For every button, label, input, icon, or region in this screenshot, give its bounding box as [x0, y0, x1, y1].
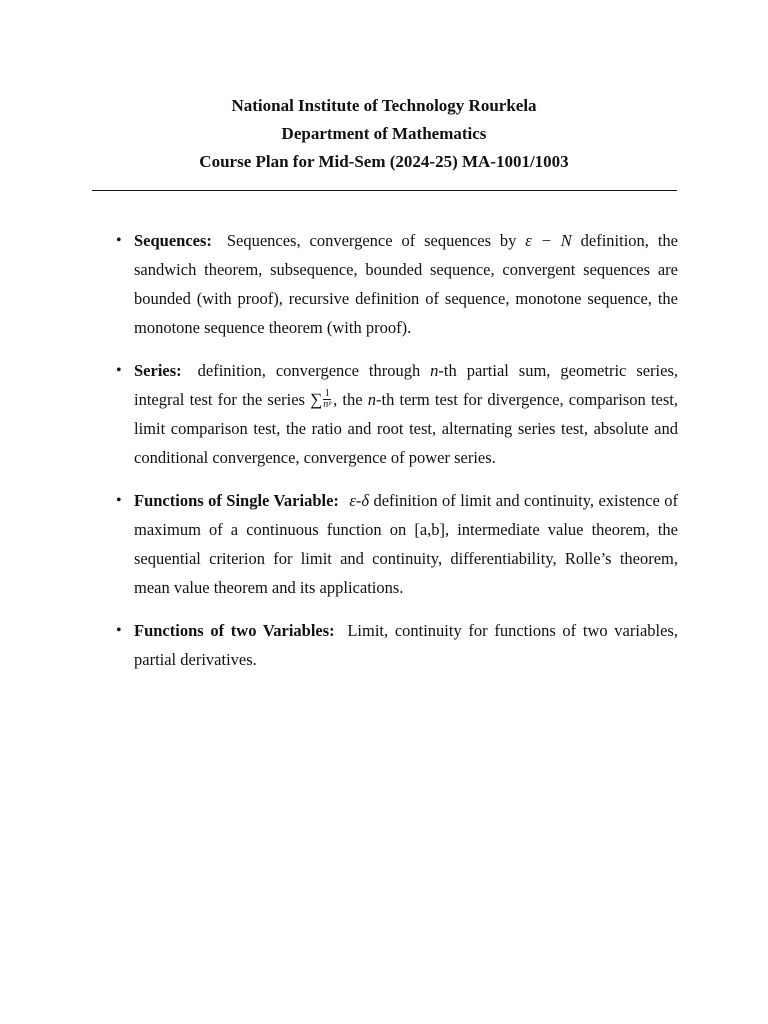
department-name: Department of Mathematics	[281, 124, 487, 143]
math-expression: n	[430, 361, 439, 380]
topic-item-sequences	[114, 226, 678, 342]
topic-text: , the	[333, 390, 368, 409]
fraction	[323, 389, 331, 410]
topic-list	[114, 226, 678, 688]
bullet-icon: •	[116, 622, 122, 639]
topic-item-series	[114, 356, 678, 472]
topic-text: Limit, continuity for functions of two variables, partial derivatives.	[134, 621, 678, 669]
topic-text: -th term test for divergence, comparison test, limit comparison test, the ratio and root test, alternating series test, absolute and conditional convergence, convergence of power series.	[134, 390, 678, 467]
math-expression: ε − N	[525, 231, 572, 250]
header-divider	[92, 190, 677, 191]
topic-item-two-variables	[114, 616, 678, 674]
topic-title: Functions of two Variables:	[134, 621, 335, 640]
institute-name: National Institute of Technology Rourkela	[231, 96, 537, 115]
topic-title: Sequences:	[134, 231, 212, 250]
course-plan-title: Course Plan for Mid-Sem (2024-25) MA-1001/1003	[199, 152, 569, 171]
topic-text: Sequences, convergence of sequences by	[226, 231, 526, 250]
topic-text: definition, convergence through	[197, 361, 431, 380]
topic-text: definition, the sandwich theorem, subsequence, bounded sequence, convergent sequences are bounded (with proof), recursive definition of sequence, monotone sequence, the monotone sequence theorem (with proof).	[134, 231, 678, 337]
bullet-icon: •	[116, 362, 122, 379]
math-expression: n	[367, 390, 376, 409]
document-header	[0, 92, 768, 176]
topic-item-single-variable	[114, 486, 678, 602]
fraction-numerator: 1	[324, 387, 330, 399]
bullet-icon: •	[116, 232, 122, 249]
bullet-icon: •	[116, 492, 122, 509]
topic-title: Functions of Single Variable:	[134, 491, 339, 510]
topic-text: definition of limit and continuity, existence of maximum of a continuous function on [a,b], intermediate value theorem, the sequential criterion for limit and continuity, differentiability, Rolle’s theorem, mean value theorem and its applications.	[134, 491, 678, 597]
math-expression: ε-δ	[349, 491, 370, 510]
topic-text: -th partial sum, geometric series, integral test for the series	[134, 361, 679, 409]
fraction-denominator: nᵖ	[323, 398, 332, 410]
summation-symbol: ∑	[310, 390, 323, 409]
topic-title: Series:	[134, 361, 182, 380]
